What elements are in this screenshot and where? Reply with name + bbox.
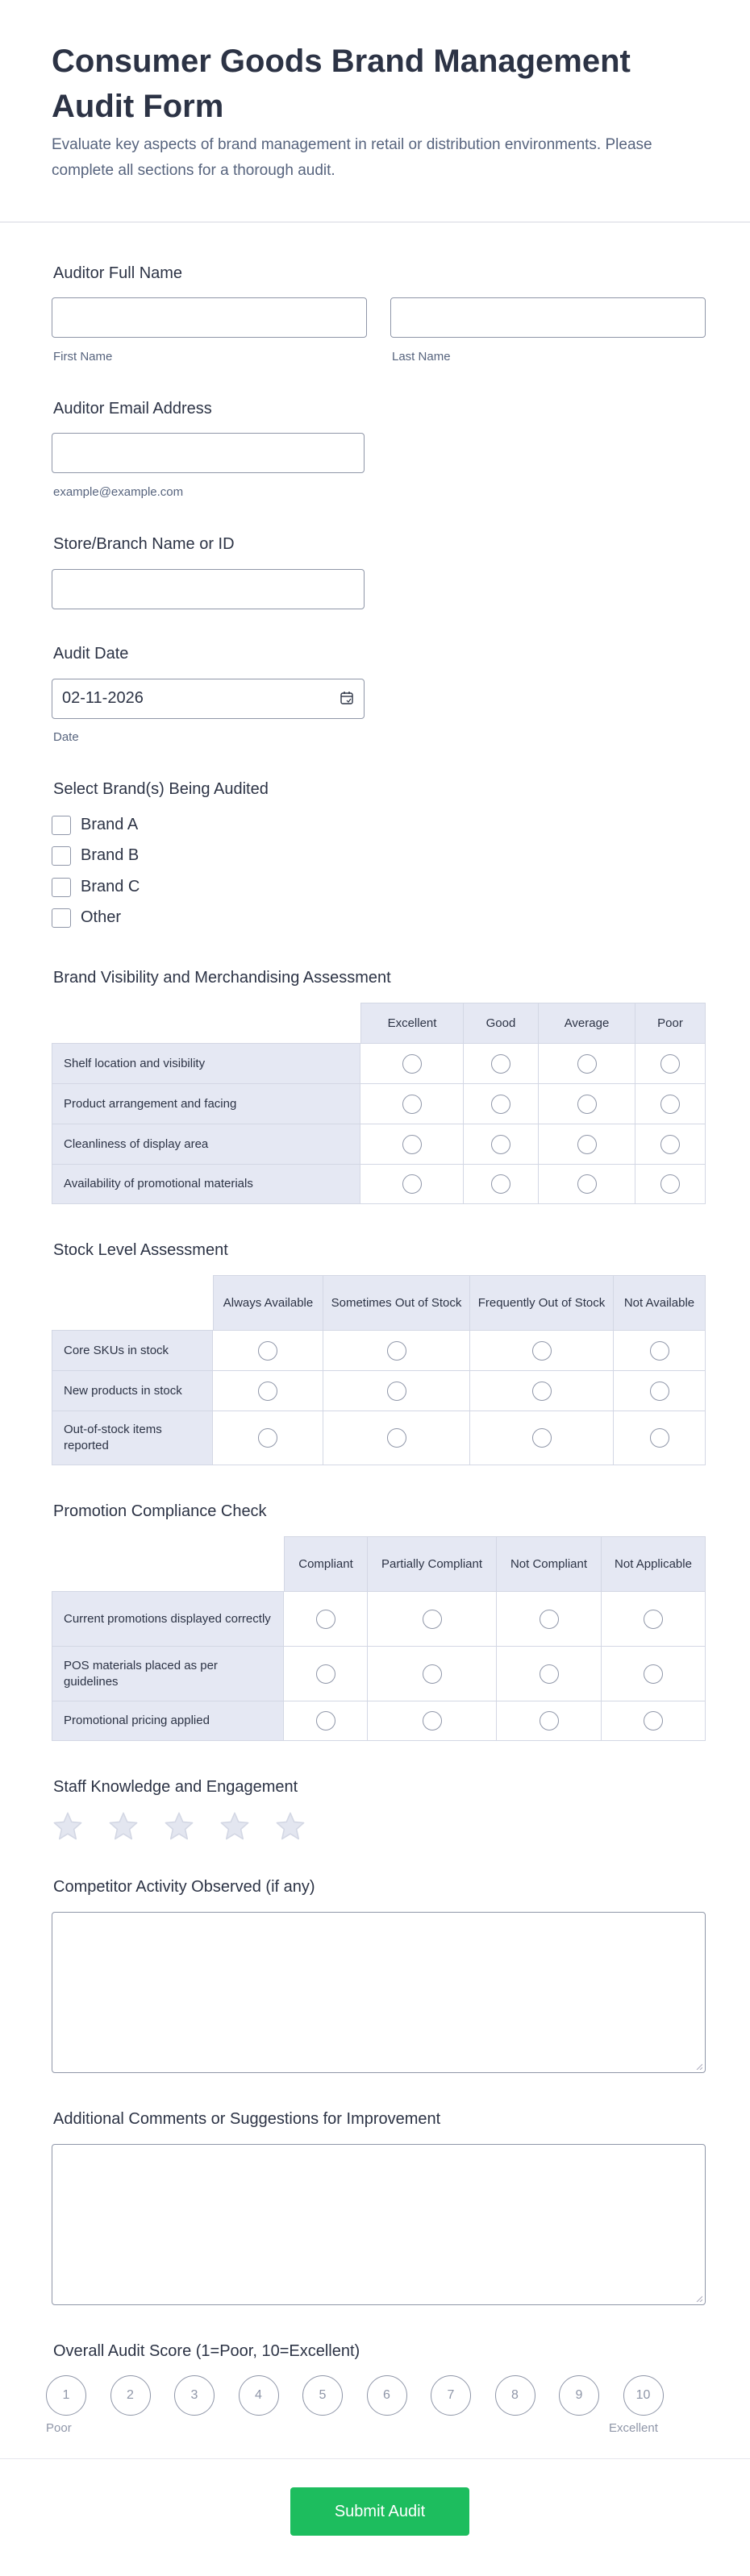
first-name-sublabel: First Name [53,350,113,364]
star-icon[interactable] [52,1811,84,1842]
matrix-cell [360,1164,464,1204]
matrix-row [52,1411,706,1465]
matrix-corner [52,1003,360,1043]
store-label: Store/Branch Name or ID [53,535,235,553]
radio-button[interactable] [577,1054,597,1074]
matrix-cell [213,1330,323,1370]
matrix-cell [323,1330,470,1370]
radio-button[interactable] [532,1428,552,1448]
audit-date-label: Audit Date [53,645,129,663]
matrix-cell [539,1164,635,1204]
column-header: Average [539,1003,635,1043]
first-name-input[interactable] [52,297,367,338]
star-icon[interactable] [274,1811,306,1842]
radio-button[interactable] [532,1341,552,1361]
column-header: Sometimes Out of Stock [323,1275,470,1330]
matrix-row [52,1124,706,1164]
row-label: Cleanliness of display area [52,1124,360,1164]
column-header: Not Compliant [497,1536,602,1591]
radio-button[interactable] [650,1341,669,1361]
stock-matrix [52,1275,706,1465]
matrix-cell [539,1083,635,1124]
radio-button[interactable] [402,1174,422,1194]
score-option[interactable]: 7 [431,2375,471,2416]
brand-a-checkbox[interactable] [52,816,71,835]
star-icon[interactable] [107,1811,140,1842]
radio-button[interactable] [402,1095,422,1114]
submit-button[interactable]: Submit Audit [290,2487,469,2536]
star-icon[interactable] [163,1811,195,1842]
radio-button[interactable] [540,1664,559,1684]
column-header: Excellent [360,1003,464,1043]
column-header: Compliant [284,1536,368,1591]
promotion-matrix [52,1536,706,1741]
radio-button[interactable] [660,1095,680,1114]
matrix-cell [614,1370,706,1411]
radio-button[interactable] [402,1135,422,1154]
store-input[interactable] [52,569,365,609]
competitor-label: Competitor Activity Observed (if any) [53,1878,315,1896]
score-option[interactable]: 6 [367,2375,407,2416]
radio-button[interactable] [258,1428,277,1448]
radio-button[interactable] [577,1135,597,1154]
promotion-label: Promotion Compliance Check [53,1502,267,1520]
calendar-icon[interactable] [340,691,354,705]
brand-c-checkbox[interactable] [52,878,71,897]
matrix-corner [52,1536,284,1591]
row-label: Promotional pricing applied [52,1701,284,1741]
column-header: Always Available [213,1275,323,1330]
visibility-matrix [52,1003,706,1204]
radio-button[interactable] [258,1381,277,1401]
matrix-cell [602,1701,706,1741]
matrix-cell [635,1124,706,1164]
matrix-cell [368,1646,497,1701]
competitor-textarea[interactable] [52,1912,706,2073]
matrix-cell [539,1124,635,1164]
auditor-name-label: Auditor Full Name [53,264,183,282]
radio-button[interactable] [491,1174,510,1194]
matrix-cell [497,1701,602,1741]
radio-button[interactable] [650,1428,669,1448]
matrix-row [52,1370,706,1411]
radio-button[interactable] [316,1664,335,1684]
column-header: Not Available [614,1275,706,1330]
radio-button[interactable] [423,1664,442,1684]
other-checkbox[interactable] [52,908,71,928]
matrix-cell [614,1411,706,1465]
radio-button[interactable] [660,1174,680,1194]
matrix-cell [635,1083,706,1124]
audit-date-sublabel: Date [53,730,79,744]
matrix-row [52,1330,706,1370]
radio-button[interactable] [423,1610,442,1629]
audit-date-input[interactable] [52,679,365,719]
matrix-row [52,1043,706,1083]
matrix-row [52,1591,706,1646]
radio-button[interactable] [316,1711,335,1730]
score-option[interactable]: 3 [174,2375,215,2416]
radio-button[interactable] [644,1711,663,1730]
resize-handle-icon[interactable] [696,2063,702,2070]
brand-c-label: Brand C [81,878,140,895]
brand-b-checkbox[interactable] [52,846,71,866]
matrix-cell [497,1646,602,1701]
row-label: Core SKUs in stock [52,1330,213,1370]
visibility-label: Brand Visibility and Merchandising Assessment [53,969,391,987]
comments-label: Additional Comments or Suggestions for Improvement [53,2110,441,2128]
audit-date-value: 02-11-2026 [62,689,144,707]
radio-button[interactable] [577,1174,597,1194]
score-low-label: Poor [46,2421,72,2435]
score-option[interactable]: 4 [239,2375,279,2416]
radio-button[interactable] [402,1054,422,1074]
matrix-cell [464,1043,539,1083]
matrix-cell [464,1124,539,1164]
form-header [0,0,750,222]
matrix-cell [323,1370,470,1411]
radio-button[interactable] [258,1341,277,1361]
matrix-cell [602,1646,706,1701]
matrix-row [52,1083,706,1124]
matrix-cell [284,1646,368,1701]
footer-divider [0,2458,750,2459]
score-label: Overall Audit Score (1=Poor, 10=Excellent) [53,2342,360,2360]
email-sublabel: example@example.com [53,485,184,499]
auditor-email-label: Auditor Email Address [53,400,212,418]
staff-label: Staff Knowledge and Engagement [53,1778,298,1796]
matrix-cell [635,1164,706,1204]
stock-label: Stock Level Assessment [53,1241,228,1259]
brands-label: Select Brand(s) Being Audited [53,780,269,798]
matrix-cell [635,1043,706,1083]
radio-button[interactable] [650,1381,669,1401]
resize-handle-icon[interactable] [696,2296,702,2302]
matrix-cell [284,1591,368,1646]
matrix-cell [464,1083,539,1124]
matrix-cell [470,1370,614,1411]
score-option[interactable]: 2 [110,2375,151,2416]
form-description: Evaluate key aspects of brand management in retail or distribution environments. Please complete all sections for a thorough audit. [52,136,652,179]
matrix-cell [368,1701,497,1741]
radio-button[interactable] [491,1054,510,1074]
score-option[interactable]: 9 [559,2375,599,2416]
brand-b-label: Brand B [81,846,140,864]
row-label: Product arrangement and facing [52,1083,360,1124]
row-label: Current promotions displayed correctly [52,1591,284,1646]
radio-button[interactable] [532,1381,552,1401]
comments-textarea[interactable] [52,2144,706,2305]
row-label: New products in stock [52,1370,213,1411]
matrix-cell [464,1164,539,1204]
radio-button[interactable] [660,1054,680,1074]
score-option[interactable]: 5 [302,2375,343,2416]
radio-button[interactable] [660,1135,680,1154]
radio-button[interactable] [644,1610,663,1629]
matrix-row [52,1701,706,1741]
column-header: Frequently Out of Stock [470,1275,614,1330]
other-label: Other [81,908,122,926]
radio-button[interactable] [387,1428,406,1448]
column-header: Poor [635,1003,706,1043]
column-header: Partially Compliant [368,1536,497,1591]
matrix-cell [213,1411,323,1465]
row-label: Shelf location and visibility [52,1043,360,1083]
matrix-cell [360,1043,464,1083]
matrix-row [52,1164,706,1204]
matrix-corner [52,1275,213,1330]
row-label: Availability of promotional materials [52,1164,360,1204]
radio-button[interactable] [644,1664,663,1684]
score-option[interactable]: 1 [46,2375,86,2416]
matrix-cell [360,1083,464,1124]
row-label: Out-of-stock items reported [52,1411,213,1465]
score-high-label: Excellent [609,2421,658,2435]
email-input[interactable] [52,433,365,473]
matrix-cell [602,1591,706,1646]
matrix-cell [213,1370,323,1411]
radio-button[interactable] [423,1711,442,1730]
radio-button[interactable] [491,1095,510,1114]
radio-button[interactable] [387,1341,406,1361]
radio-button[interactable] [540,1610,559,1629]
star-icon[interactable] [219,1811,251,1842]
form-title: Consumer Goods Brand Management Audit Form [52,44,631,124]
radio-button[interactable] [540,1711,559,1730]
matrix-cell [539,1043,635,1083]
radio-button[interactable] [316,1610,335,1629]
score-option[interactable]: 8 [495,2375,535,2416]
column-header: Not Applicable [602,1536,706,1591]
matrix-cell [470,1411,614,1465]
matrix-cell [368,1591,497,1646]
radio-button[interactable] [387,1381,406,1401]
matrix-cell [470,1330,614,1370]
last-name-sublabel: Last Name [392,350,451,364]
matrix-cell [323,1411,470,1465]
last-name-input[interactable] [390,297,706,338]
matrix-row [52,1646,706,1701]
row-label: POS materials placed as per guidelines [52,1646,284,1701]
brand-a-label: Brand A [81,816,139,833]
matrix-cell [614,1330,706,1370]
score-option[interactable]: 10 [623,2375,664,2416]
matrix-cell [360,1124,464,1164]
radio-button[interactable] [577,1095,597,1114]
matrix-cell [284,1701,368,1741]
matrix-cell [497,1591,602,1646]
radio-button[interactable] [491,1135,510,1154]
column-header: Good [464,1003,539,1043]
